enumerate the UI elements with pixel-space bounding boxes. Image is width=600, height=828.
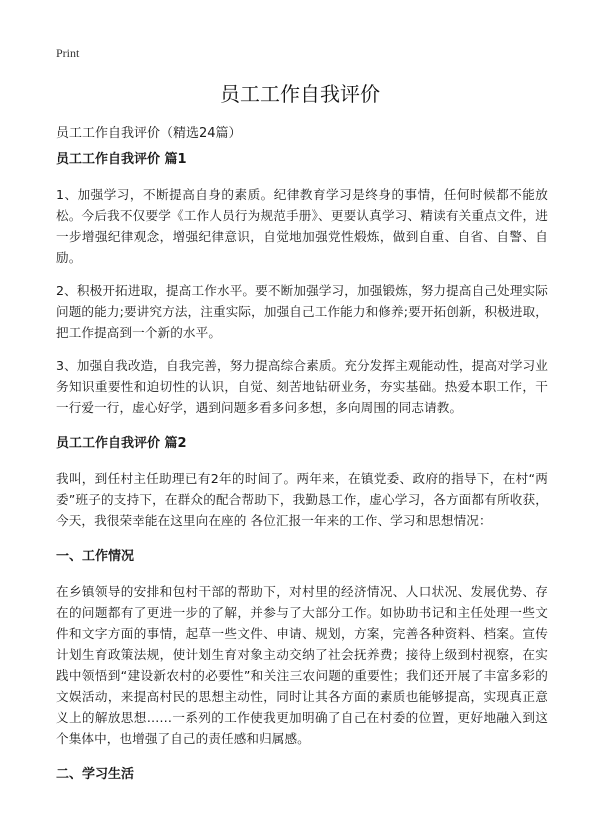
print-label: Print — [56, 46, 80, 60]
paragraph: 3、加强自我改造，自我完善，努力提高综合素质。充分发挥主观能动性，提高对学习业务知识重要性和迫切性的认识，自觉、刻苦地钻研业务，夯实基础。热爱本职工作，干一行爱一行，虚心好学，遇到问题多看多问多想，多向周围的同志请教。 — [56, 358, 548, 415]
document-body — [56, 150, 548, 799]
section-work — [56, 547, 548, 749]
document-subtitle: 员工工作自我评价（精选24篇） — [56, 126, 242, 141]
section-heading: 一、工作情况 — [56, 549, 135, 564]
section-heading: 二、学习生活 — [56, 767, 135, 782]
paragraph: 在乡镇领导的安排和包村干部的帮助下，对村里的经济情况、人口状况、发展优势、存在的问题都有了更进一步的了解，并参与了大部分工作。如协助书记和主任处理一些文件和文字方面的事情，起草一些文件、申请、规划，方案，完善各种资料、档案。宣传计划生育政策法规，使计划生育对象主动交纳了社会抚养费；接待上级到村视察，在实践中领悟到“建设新农村的必要性”和关注三农问题的重要性；我们还开展了丰富多彩的文娱活动，来提高村民的思想主动性，同时让其各方面的素质也能够提高，实现真正意义上的解放思想……一系列的工作使我更加明确了自己在村委的位置，更好地融入到这个集体中，也增强了自己的责任感和归属感。 — [56, 584, 548, 746]
section-heading: 员工工作自我评价 篇1 — [56, 152, 187, 167]
section-heading: 员工工作自我评价 篇2 — [56, 436, 187, 451]
paragraph: 1、加强学习，不断提高自身的素质。纪律教育学习是终身的事情，任何时候都不能放松。今后我不仅要学《工作人员行为规范手册》、更要认真学习、精读有关重点文件，进一步增强纪律观念，增强纪律意识，自觉地加强党性煅炼，做到自重、自省、自警、自励。 — [56, 187, 548, 265]
section-study — [56, 765, 548, 785]
section-2 — [56, 434, 548, 531]
paragraph: 我叫，到任村主任助理已有2年的时间了。两年来，在镇党委、政府的指导下，在村“两委”班子的支持下，在群众的配合帮助下，我勤恳工作，虚心学习，各方面都有所收获，今天，我很荣幸能在这里向在座的 各位汇报一年来的工作、学习和思想情况： — [56, 471, 548, 528]
paragraph: 2、积极开拓进取，提高工作水平。要不断加强学习，加强锻炼，努力提高自己处理实际问题的能力;要讲究方法，注重实际，加强自己工作能力和修养;要开拓创新，积极进取，把工作提高到一个新的水平。 — [56, 283, 548, 340]
page-title: 员工工作自我评价 — [220, 82, 380, 106]
section-1 — [56, 150, 548, 418]
